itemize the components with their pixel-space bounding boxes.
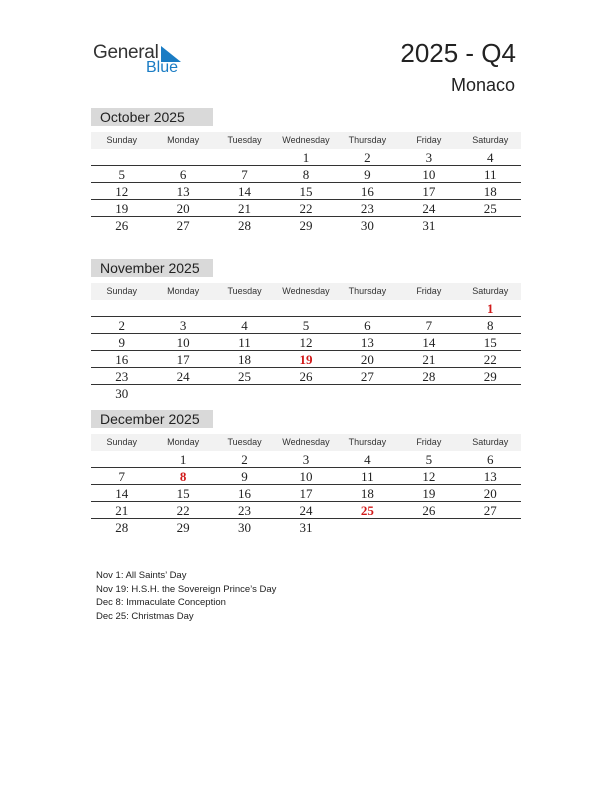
day-cell <box>214 149 275 165</box>
day-cell: 15 <box>299 184 313 199</box>
month-title: December 2025 <box>91 410 213 428</box>
holiday-note: Nov 19: H.S.H. the Sovereign Prince’s Day <box>96 583 277 595</box>
logo-word-blue: Blue <box>146 59 179 76</box>
day-cell: 29 <box>483 369 497 384</box>
day-cell: 29 <box>299 218 313 233</box>
month-title: November 2025 <box>91 259 213 277</box>
day-cell <box>337 519 398 535</box>
day-cell: 1 <box>179 452 187 467</box>
holiday-notes <box>96 569 276 623</box>
day-cell: 11 <box>238 335 251 350</box>
day-cell: 7 <box>425 318 433 333</box>
day-cell: 20 <box>176 201 190 216</box>
day-cell: 31 <box>422 218 436 233</box>
day-cell <box>460 217 521 233</box>
month-october <box>91 108 521 233</box>
day-cell: 6 <box>486 452 494 467</box>
day-cell <box>152 300 213 316</box>
day-cell: 30 <box>238 520 252 535</box>
month-december <box>91 410 521 535</box>
day-cell: 22 <box>176 503 190 518</box>
day-cell: 26 <box>115 218 129 233</box>
week-row <box>91 468 521 485</box>
day-cell <box>91 300 152 316</box>
weekday-label: Saturday <box>472 135 509 145</box>
weekday-label: Saturday <box>472 286 509 296</box>
day-cell: 17 <box>299 486 313 501</box>
week-row <box>91 385 521 401</box>
day-cell: 13 <box>360 335 374 350</box>
day-cell: 21 <box>238 201 252 216</box>
holiday-note: Nov 1: All Saints’ Day <box>96 570 187 581</box>
day-cell: 5 <box>425 452 433 467</box>
day-cell: 6 <box>179 167 187 182</box>
day-cell <box>398 385 459 401</box>
day-cell <box>398 300 459 316</box>
day-cell: 30 <box>360 218 374 233</box>
day-cell: 3 <box>179 318 187 333</box>
logo <box>93 40 193 80</box>
day-cell: 22 <box>483 352 497 367</box>
week-row <box>91 519 521 535</box>
day-cell: 2 <box>118 318 125 333</box>
day-cell: 20 <box>483 486 497 501</box>
week-row <box>91 351 521 368</box>
day-cell: 28 <box>422 369 436 384</box>
day-cell: 9 <box>364 167 371 182</box>
weekday-label: Thursday <box>348 437 387 447</box>
day-cell: 14 <box>422 335 436 350</box>
page-title: 2025 - Q4 <box>400 38 516 68</box>
day-cell: 25 <box>360 503 374 518</box>
day-cell: 27 <box>483 503 497 518</box>
weekday-label: Tuesday <box>227 437 262 447</box>
day-cell: 3 <box>302 452 310 467</box>
day-cell <box>91 451 152 467</box>
day-cell: 23 <box>360 201 374 216</box>
day-cell: 21 <box>115 503 129 518</box>
day-cell: 3 <box>425 150 433 165</box>
day-cell: 19 <box>299 352 313 367</box>
day-cell <box>214 300 275 316</box>
weekday-label: Monday <box>167 437 200 447</box>
day-cell: 15 <box>483 335 497 350</box>
day-cell: 24 <box>176 369 190 384</box>
day-cell: 9 <box>118 335 125 350</box>
day-cell: 22 <box>299 201 313 216</box>
day-cell: 24 <box>299 503 313 518</box>
week-row <box>91 451 521 468</box>
day-cell: 18 <box>360 486 374 501</box>
day-cell: 17 <box>176 352 190 367</box>
weekday-label: Wednesday <box>282 437 330 447</box>
day-cell: 12 <box>115 184 129 199</box>
day-cell <box>460 385 521 401</box>
day-cell: 13 <box>176 184 190 199</box>
weekday-label: Sunday <box>106 437 137 447</box>
day-cell: 1 <box>486 301 494 316</box>
day-cell: 19 <box>422 486 436 501</box>
day-cell: 4 <box>486 150 494 165</box>
day-cell: 5 <box>118 167 125 182</box>
day-cell: 9 <box>241 469 248 484</box>
weekday-header-row <box>91 283 521 300</box>
day-cell: 8 <box>179 469 187 484</box>
day-cell: 28 <box>238 218 252 233</box>
day-cell: 7 <box>118 469 125 484</box>
day-cell: 16 <box>360 184 374 199</box>
weekday-label: Monday <box>167 135 200 145</box>
day-cell <box>460 519 521 535</box>
weekday-label: Sunday <box>106 135 137 145</box>
day-cell: 10 <box>299 469 313 484</box>
day-cell <box>337 300 398 316</box>
week-row <box>91 200 521 217</box>
month-title: October 2025 <box>91 108 213 126</box>
holiday-note: Dec 8: Immaculate Conception <box>96 597 226 608</box>
day-cell: 2 <box>364 150 371 165</box>
day-cell: 18 <box>238 352 252 367</box>
week-row <box>91 502 521 519</box>
day-cell: 13 <box>483 469 497 484</box>
weekday-label: Wednesday <box>282 286 330 296</box>
day-cell: 15 <box>176 486 190 501</box>
logo-word-general: General <box>93 42 159 63</box>
week-row <box>91 183 521 200</box>
day-cell: 29 <box>176 520 190 535</box>
weekday-label: Monday <box>167 286 200 296</box>
day-cell: 21 <box>422 352 436 367</box>
weekday-label: Thursday <box>348 286 387 296</box>
day-cell: 14 <box>115 486 129 501</box>
weekday-label: Tuesday <box>227 286 262 296</box>
day-cell: 5 <box>302 318 310 333</box>
country-name: Monaco <box>450 75 515 95</box>
weekday-header-row <box>91 434 521 451</box>
week-row <box>91 166 521 183</box>
day-cell <box>91 149 152 165</box>
day-cell: 27 <box>176 218 190 233</box>
day-cell: 26 <box>299 369 313 384</box>
day-cell: 10 <box>422 167 436 182</box>
weekday-label: Friday <box>416 286 442 296</box>
weekday-label: Friday <box>416 135 442 145</box>
day-cell: 6 <box>364 318 371 333</box>
day-cell: 2 <box>241 452 248 467</box>
day-cell: 31 <box>299 520 313 535</box>
weekday-label: Tuesday <box>227 135 262 145</box>
day-cell: 11 <box>361 469 374 484</box>
day-cell: 4 <box>241 318 248 333</box>
day-cell: 1 <box>302 150 310 165</box>
day-cell: 28 <box>115 520 129 535</box>
day-cell: 23 <box>238 503 252 518</box>
day-cell: 25 <box>238 369 252 384</box>
day-cell <box>398 519 459 535</box>
day-cell: 30 <box>115 386 129 401</box>
day-cell: 16 <box>115 352 129 367</box>
week-row <box>91 217 521 233</box>
week-row <box>91 368 521 385</box>
weekday-label: Friday <box>416 437 442 447</box>
day-cell <box>152 149 213 165</box>
day-cell <box>275 385 336 401</box>
day-cell <box>337 385 398 401</box>
day-cell: 12 <box>299 335 313 350</box>
weekday-label: Sunday <box>106 286 137 296</box>
day-cell: 17 <box>422 184 436 199</box>
month-november <box>91 259 521 401</box>
day-cell: 19 <box>115 201 129 216</box>
day-cell: 24 <box>422 201 436 216</box>
day-cell: 14 <box>238 184 252 199</box>
weekday-header-row <box>91 132 521 149</box>
day-cell <box>275 300 336 316</box>
day-cell: 12 <box>422 469 436 484</box>
day-cell <box>152 385 213 401</box>
week-row <box>91 485 521 502</box>
week-row <box>91 317 521 334</box>
day-cell: 8 <box>486 318 494 333</box>
day-cell: 8 <box>302 167 310 182</box>
day-cell: 7 <box>241 167 248 182</box>
day-cell: 16 <box>238 486 252 501</box>
day-cell: 20 <box>360 352 374 367</box>
weekday-label: Wednesday <box>282 135 330 145</box>
day-cell <box>214 385 275 401</box>
weekday-label: Saturday <box>472 437 509 447</box>
day-cell: 26 <box>422 503 436 518</box>
day-cell: 11 <box>483 167 497 182</box>
day-cell: 18 <box>483 184 497 199</box>
weekday-label: Thursday <box>348 135 387 145</box>
day-cell: 25 <box>483 201 497 216</box>
holiday-note: Dec 25: Christmas Day <box>96 610 194 622</box>
day-cell: 10 <box>176 335 190 350</box>
day-cell: 4 <box>364 452 371 467</box>
day-cell: 27 <box>360 369 374 384</box>
week-row <box>91 334 521 351</box>
week-row <box>91 300 521 317</box>
day-cell: 23 <box>115 369 129 384</box>
week-row <box>91 149 521 166</box>
